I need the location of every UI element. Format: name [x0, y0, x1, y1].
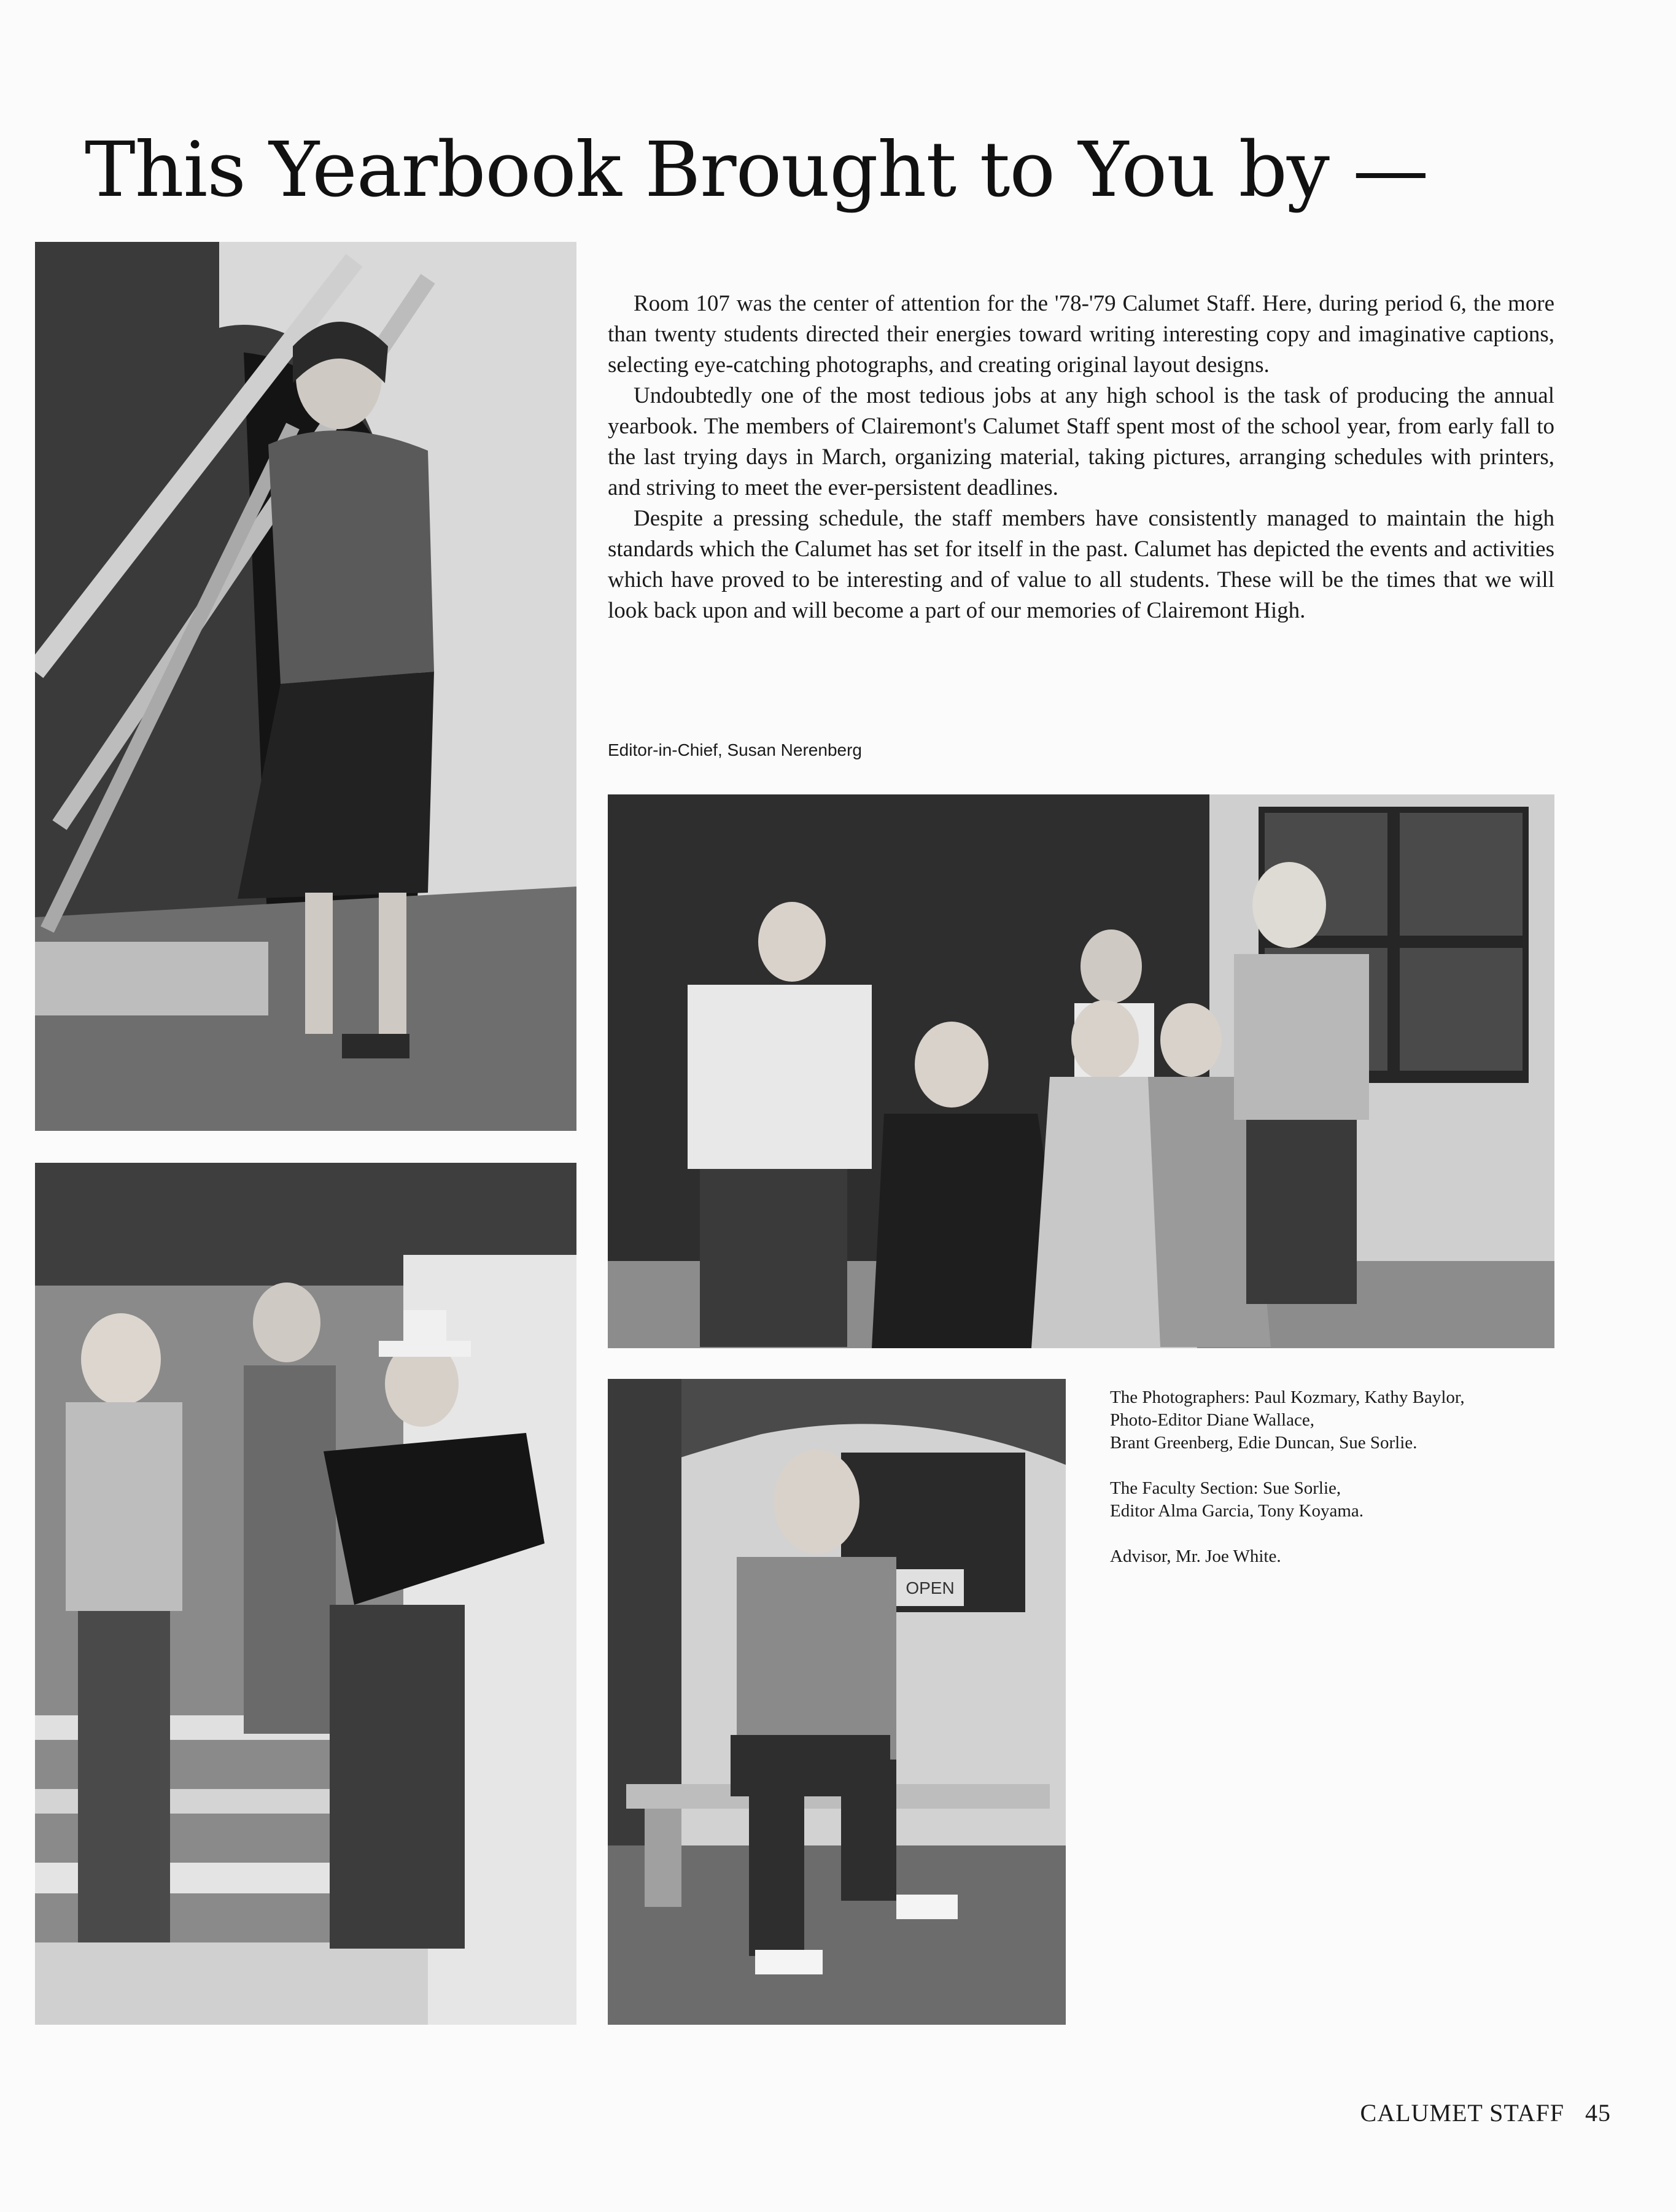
article-body [608, 289, 1554, 626]
section-name: CALUMET STAFF [1360, 2099, 1564, 2127]
paragraph: Room 107 was the center of attention for the '78-'79 Calumet Staff. Here, during period 6, the more than twenty students directed their energies toward writing interesting copy and imaginative captions, selecting eye-catching photographs, and creating original layout designs. [608, 291, 1554, 378]
photo-editor-archway [35, 242, 576, 1131]
photo-photographers-group [608, 794, 1554, 1348]
editor-signature: Editor-in-Chief, Susan Nerenberg [608, 740, 862, 759]
caption-photographers [1110, 1386, 1577, 1454]
caption-line: Brant Greenberg, Edie Duncan, Sue Sorlie. [1110, 1433, 1418, 1453]
open-sign-text: OPEN [906, 1578, 955, 1597]
paragraph: Undoubtedly one of the most tedious jobs at any high school is the task of producing the annual yearbook. The members of Clairemont's Calumet Staff spent most of the school year, from early fall to the last trying days in March, organizing material, taking pictures, arranging schedules with printers, and striving to meet the ever-persistent deadlines. [608, 383, 1554, 500]
photo-advisor-bench [608, 1379, 1066, 2025]
paragraph: Despite a pressing schedule, the staff members have consistently managed to maintain the high standards which the Calumet has set for itself in the past. Calumet has depicted the events and activities which have proved to be interesting and of value to all students. These will be the times that we will look back upon and will become a part of our memories of Clairemont High. [608, 506, 1554, 623]
caption-faculty [1110, 1477, 1577, 1523]
caption-line: The Photographers: Paul Kozmary, Kathy Baylor, [1110, 1387, 1465, 1407]
caption-line: Photo-Editor Diane Wallace, [1110, 1410, 1314, 1430]
page-title: This Yearbook Brought to You by — [85, 126, 1429, 214]
page-number: 45 [1585, 2099, 1611, 2127]
photo-students-stairs [35, 1163, 576, 2025]
caption-line: The Faculty Section: Sue Sorlie, [1110, 1478, 1341, 1498]
caption-line: Editor Alma Garcia, Tony Koyama. [1110, 1501, 1364, 1521]
photo-captions [1110, 1386, 1577, 1591]
caption-advisor [1110, 1545, 1577, 1568]
page-footer [1360, 2098, 1611, 2127]
caption-line: Advisor, Mr. Joe White. [1110, 1546, 1281, 1566]
